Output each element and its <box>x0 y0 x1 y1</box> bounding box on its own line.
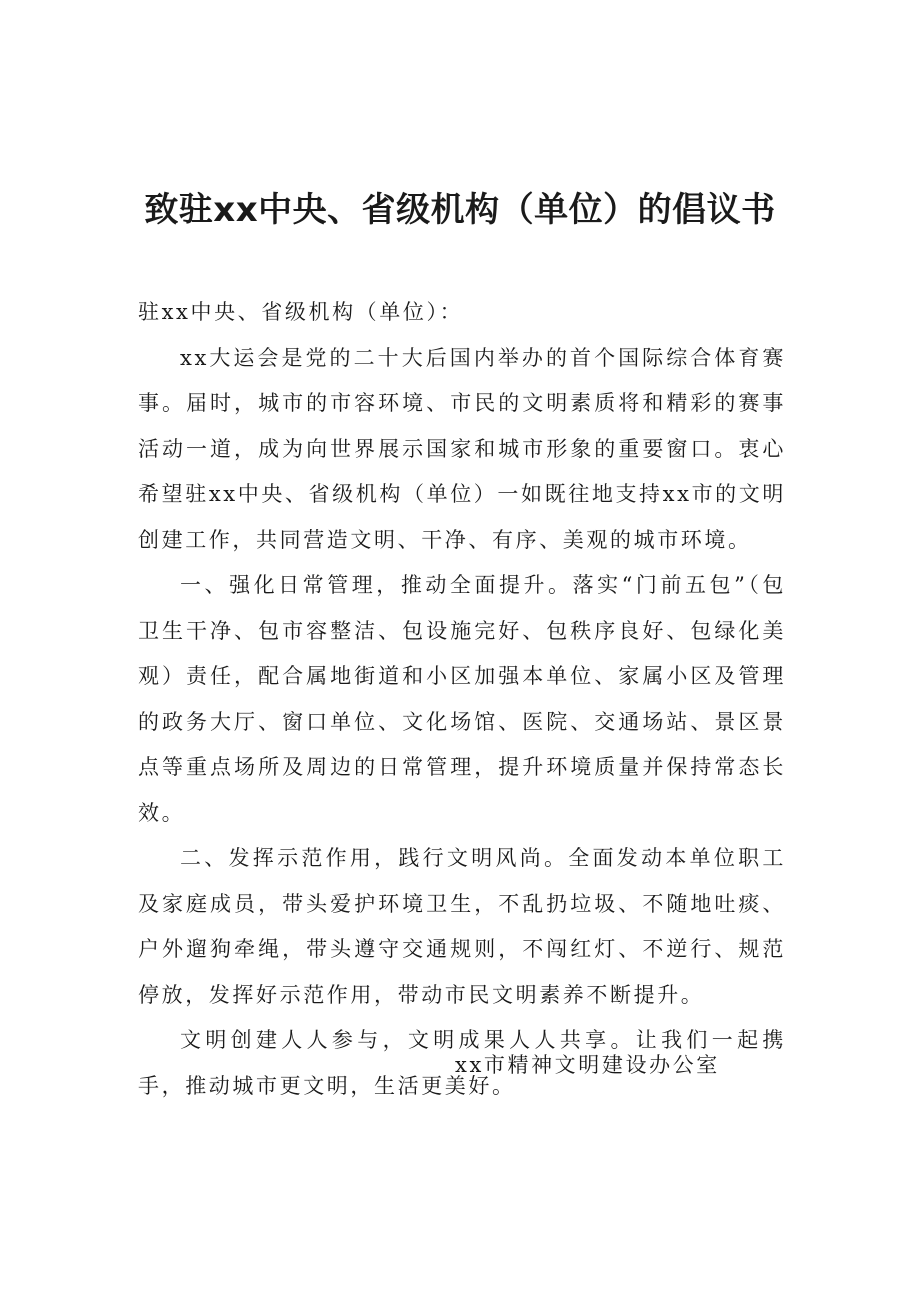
paragraph-closing: 文明创建人人参与，文明成果人人共享。让我们一起携手，推动城市更文明，生活更美好。 <box>138 1028 786 1098</box>
paragraph-point-two: 二、发挥示范作用，践行文明风尚。全面发动本单位职工及家庭成员，带头爱护环境卫生，不乱扔垃圾、不随地吐痰、户外遛狗牵绳，带头遵守交通规则，不闯红灯、不逆行、规范停放，发挥好示范作用，带动市民文明素养不断提升。 <box>138 846 786 1007</box>
paragraph-point-one: 一、强化日常管理，推动全面提升。落实“门前五包”（包卫生干净、包市容整洁、包设施完好、包秩序良好、包绿化美观）责任，配合属地街道和小区加强本单位、家属小区及管理的政务大厅、窗口单位、文化场馆、医院、交通场站、景区景点等重点场所及周边的日常管理，提升环境质量并保持常态长效。 <box>138 573 786 825</box>
salutation: 驻xx中央、省级机构（单位）： <box>138 300 464 324</box>
signature: xx市精神文明建设办公室 <box>455 1053 720 1077</box>
paragraph-intro: xx大运会是党的二十大后国内举办的首个国际综合体育赛事。届时，城市的市容环境、市民的文明素质将和精彩的赛事活动一道，成为向世界展示国家和城市形象的重要窗口。衷心希望驻xx中央、省级机构（单位）一如既往地支持xx市的文明创建工作，共同营造文明、干净、有序、美观的城市环境。 <box>138 345 786 552</box>
document-title: 致驻xx中央、省级机构（单位）的倡议书 <box>144 190 776 230</box>
document-body <box>138 290 786 1109</box>
